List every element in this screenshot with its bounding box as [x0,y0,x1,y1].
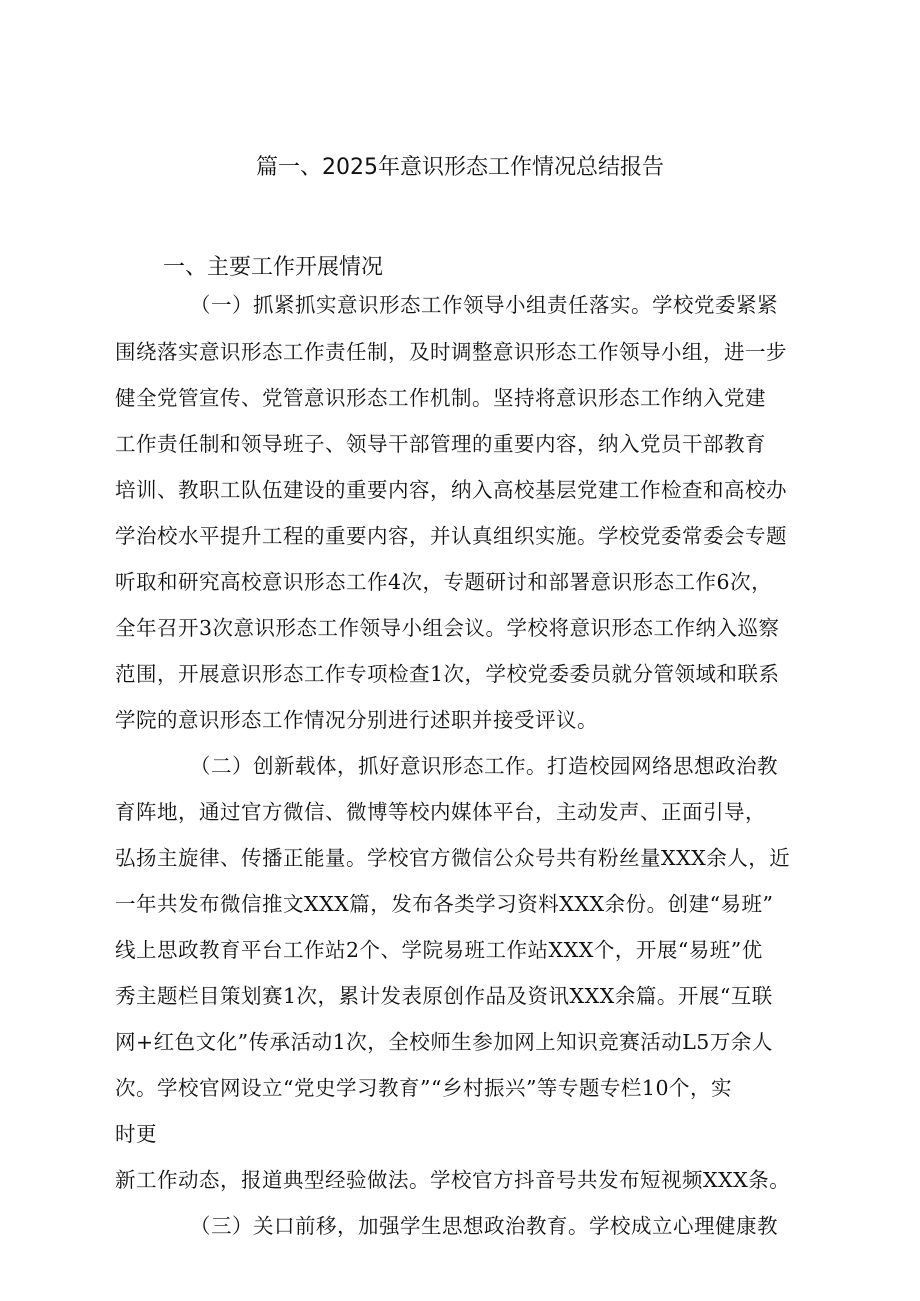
paragraph-line: 新工作动态，报道典型经验做法。学校官方抖音号共发布短视频XXX条。 [115,1168,791,1192]
paragraph-line: （一）抓紧抓实意识形态工作领导小组责任落实。学校党委紧紧 [190,293,778,317]
paragraph-line: 秀主题栏目策划赛1次，累计发表原创作品及资讯XXX余篇。开展“互联 [115,984,773,1008]
paragraph-line: 弘扬主旋律、传播正能量。学校官方微信公众号共有粉丝量XXX余人，近 [115,846,791,870]
paragraph-line: 一年共发布微信推文XXX篇，发布各类学习资料XXX余份。创建“易班” [115,892,774,916]
document-title: 篇一、2025年意识形态工作情况总结报告 [256,155,664,180]
paragraph-line: 工作责任制和领导班子、领导干部管理的重要内容，纳入党员干部教育 [115,432,766,456]
paragraph-line: 时更 [115,1122,157,1146]
paragraph-line: 学治校水平提升工程的重要内容，并认真组织实施。学校党委常委会专题 [115,524,787,548]
paragraph-line: 学院的意识形态工作情况分别进行述职并接受评议。 [115,708,598,732]
paragraph-line: 线上思政教育平台工作站2个、学院易班工作站XXX个，开展“易班”优 [115,938,763,962]
paragraph-line: （二）创新载体，抓好意识形态工作。打造校园网络思想政治教 [190,754,778,778]
paragraph-line: 网+红色文化”传承活动1次，全校师生参加网上知识竞赛活动L5万余人 [115,1030,773,1054]
paragraph-line: 全年召开3次意识形态工作领导小组会议。学校将意识形态工作纳入巡察 [115,616,780,640]
paragraph-line: （三）关口前移，加强学生思想政治教育。学校成立心理健康教 [190,1214,778,1238]
paragraph-line: 次。学校官网设立“党史学习教育”“乡村振兴”等专题专栏10个，实 [115,1076,733,1100]
paragraph-line: 培训、教职工队伍建设的重要内容，纳入高校基层党建工作检查和高校办 [115,478,787,502]
paragraph-line: 健全党管宣传、党管意识形态工作机制。坚持将意识形态工作纳入党建 [115,386,766,410]
section-heading: 一、主要工作开展情况 [163,255,384,280]
paragraph-line: 听取和研究高校意识形态工作4次，专题研讨和部署意识形态工作6次， [115,570,773,594]
paragraph-line: 范围，开展意识形态工作专项检查1次，学校党委委员就分管领域和联系 [115,662,780,686]
paragraph-line: 育阵地，通过官方微信、微博等校内媒体平台，主动发声、正面引导， [115,800,766,824]
paragraph-line: 围绕落实意识形态工作责任制，及时调整意识形态工作领导小组，进一步 [115,340,787,364]
